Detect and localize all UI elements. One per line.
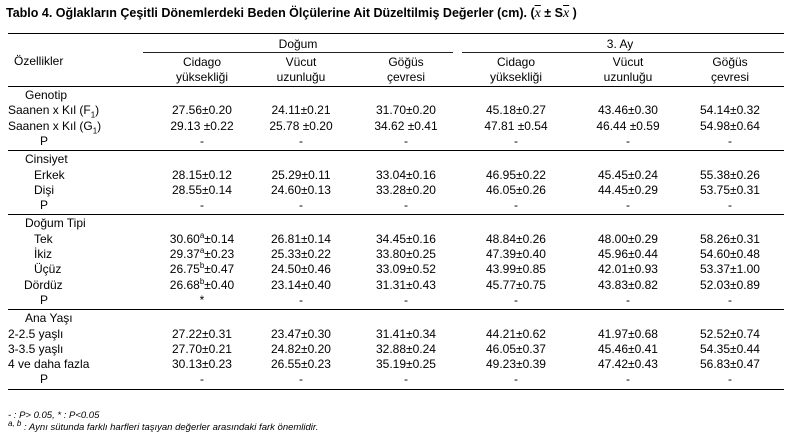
table-cell: 54.35±0.44 (700, 341, 760, 356)
table-cell: 49.23±0.39 (486, 357, 546, 372)
table-cell: 43.99±0.85 (486, 262, 546, 277)
table-cell: 44.21±0.62 (486, 326, 546, 341)
table-cell: 27.22±0.31 (172, 326, 232, 341)
group-header-3-ay: 3. Ay (606, 37, 634, 51)
column-header-1-line1: Cidago (182, 55, 222, 69)
row-label-text: 3-3.5 yaşlı (8, 341, 64, 356)
se-symbol: $\overline{x}$ (562, 6, 570, 21)
column-header-6-line2: çevresi (710, 70, 749, 84)
section-title: Genotip (25, 88, 68, 102)
group-header-dogum: Doğum (278, 37, 318, 51)
row-label-text: P (40, 133, 49, 148)
table-cell: 27.56±0.20 (172, 103, 232, 118)
row-label (40, 294, 48, 307)
table-cell: - (728, 292, 732, 307)
table-cell: 23.14±0.40 (271, 277, 331, 292)
table-cell: - (514, 133, 518, 148)
row-label-text: P (40, 372, 49, 387)
row-label (8, 343, 63, 356)
table-cell: 25.29±0.11 (271, 167, 331, 182)
table-cell: 47.42±0.43 (598, 357, 658, 372)
table-cell: 31.70±0.20 (376, 103, 436, 118)
table-cell: 48.84±0.26 (486, 231, 546, 246)
table-cell: 27.70±0.21 (172, 341, 232, 356)
row-label-text: Saanen x Kıl (F (8, 103, 91, 118)
section-rule (8, 150, 784, 151)
table-cell: - (404, 292, 408, 307)
row-label-text: Saanen x Kıl (G (8, 118, 93, 133)
row-label-subscript: 1 (92, 125, 98, 135)
footnote-significance: - : P> 0.05, * : P<0.05 (8, 410, 100, 421)
table-cell: 24.82±0.20 (271, 341, 331, 356)
row-label (8, 103, 100, 120)
table-cell: 54.14±0.32 (700, 103, 760, 118)
table-cell: 45.18±0.27 (486, 103, 546, 118)
column-header-3-line2: çevresi (386, 70, 425, 84)
row-label (34, 263, 61, 276)
header-bottom-rule (8, 86, 784, 87)
table-cell: - (728, 133, 732, 148)
column-header-5-line2: uzunluğu (603, 70, 653, 84)
table-cell: - (514, 198, 518, 213)
table-cell: 43.83±0.82 (598, 277, 658, 292)
table-cell: - (626, 133, 630, 148)
table-cell: 33.04±0.16 (376, 167, 436, 182)
table-cell: - (404, 372, 408, 387)
table-cell: 30.13±0.23 (172, 357, 232, 372)
row-label-text: Dişi (34, 182, 54, 197)
table-cell: 34.62 ±0.41 (374, 118, 438, 133)
caption-prefix: Tablo 4. Oğlakların Çeşitli Dönemlerdeki Beden Ölçülerine Ait Düzeltilmiş Değerler (cm). ( (6, 6, 535, 20)
table-cell: - (514, 292, 518, 307)
row-label (8, 358, 89, 371)
table-cell: 23.47±0.30 (271, 326, 331, 341)
table-cell: 53.37±1.00 (700, 262, 760, 277)
section-title: Ana Yaşı (25, 311, 73, 326)
table-cell: - (626, 372, 630, 387)
table-cell: 47.39±0.40 (486, 247, 546, 261)
row-label-end: ) (97, 118, 102, 133)
column-header-3-line1: Göğüs (388, 55, 424, 69)
table-cell: 41.97±0.68 (598, 326, 658, 341)
row-label (34, 248, 52, 261)
table-cell: 31.41±0.34 (376, 326, 436, 341)
table-cell: 46.44 ±0.59 (596, 118, 660, 133)
section-title: Cinsiyet (25, 152, 68, 167)
row-label (34, 169, 65, 182)
table-cell: 44.45±0.29 (598, 182, 658, 197)
table-cell: 45.45±0.24 (598, 167, 658, 182)
column-header-2-line2: uzunluğu (276, 70, 326, 84)
row-label (24, 279, 63, 292)
row-label (40, 135, 48, 148)
table-cell: 54.60±0.48 (700, 247, 760, 261)
table-cell: - (299, 372, 303, 387)
table-cell: 33.80±0.25 (376, 247, 436, 261)
section-title: Doğum Tipi (25, 216, 86, 231)
column-header-6-line1: Göğüs (712, 55, 748, 69)
table-cell: - (404, 133, 408, 148)
table-cell: 52.52±0.74 (700, 326, 760, 341)
table-cell: 33.09±0.52 (376, 262, 436, 277)
row-label-text: Üçüz (34, 262, 62, 277)
table-cell: 25.78 ±0.20 (269, 118, 333, 133)
features-header: Özellikler (14, 54, 64, 68)
table-cell: 45.46±0.41 (598, 341, 658, 356)
table-cell: 35.19±0.25 (376, 357, 436, 372)
table-cell: 45.77±0.75 (486, 277, 546, 292)
column-header-1-line2: yüksekliği (175, 70, 229, 84)
column-header-5-line1: Vücut (612, 55, 644, 69)
table-cell: 33.28±0.20 (376, 182, 436, 197)
section-rule (8, 389, 784, 390)
table-cell: 47.81 ±0.54 (484, 118, 548, 133)
row-label-text: P (40, 292, 49, 307)
group-rule-3-ay (462, 52, 784, 53)
table-cell: 26.75$^b$±0.47 (169, 261, 235, 277)
row-label-end: ) (95, 103, 100, 118)
row-label (34, 233, 53, 246)
row-label (40, 199, 48, 212)
table-cell: 48.00±0.29 (598, 231, 658, 246)
table-caption (6, 6, 577, 22)
table-cell: 26.81±0.14 (271, 231, 331, 246)
table-cell: 34.45±0.16 (376, 231, 436, 246)
section-rule (8, 214, 784, 215)
table-cell: - (299, 133, 303, 148)
table-cell: - (299, 198, 303, 213)
row-label (40, 373, 48, 386)
table-cell: 29.13 ±0.22 (170, 118, 234, 133)
table-cell: 46.05±0.26 (486, 182, 546, 197)
group-rule-dogum (143, 52, 453, 53)
table-cell: - (200, 198, 204, 213)
footnote-letters-sup: a, b (8, 418, 22, 428)
row-label-subscript: 1 (90, 110, 96, 120)
table-cell: - (626, 292, 630, 307)
table-cell: 26.55±0.23 (271, 357, 331, 372)
table-cell: 24.11±0.21 (271, 103, 331, 118)
table-cell: 28.15±0.12 (172, 167, 232, 182)
table-cell: 31.31±0.43 (376, 277, 436, 292)
row-label-text: Erkek (34, 167, 65, 182)
table-top-rule (8, 33, 784, 34)
column-header-4-line1: Cidago (496, 55, 536, 69)
table-cell: - (200, 372, 204, 387)
table-cell: 32.88±0.24 (376, 341, 436, 356)
table-cell: 46.95±0.22 (486, 167, 546, 182)
caption-pm: ± S (540, 6, 563, 20)
table-cell: 54.98±0.64 (700, 118, 760, 133)
table-cell: 26.68$^b$±0.40 (169, 276, 235, 292)
table-cell: 46.05±0.37 (486, 341, 546, 356)
table-cell: - (200, 133, 204, 148)
row-label (8, 120, 101, 133)
caption-suffix: ) (569, 6, 577, 20)
table-cell: 42.01±0.93 (598, 262, 658, 277)
row-label-text: 2-2.5 yaşlı (8, 326, 64, 341)
table-cell: - (514, 372, 518, 387)
footnote-letters (8, 418, 319, 433)
row-label-text: Tek (34, 231, 53, 246)
row-label (8, 328, 63, 341)
table-cell: 24.50±0.46 (271, 262, 331, 277)
row-label (34, 184, 54, 197)
table-cell: 52.03±0.89 (700, 277, 760, 292)
table-cell: - (299, 292, 303, 307)
table-cell: - (626, 198, 630, 213)
row-label-text: 4 ve daha fazla (8, 357, 90, 372)
table-cell: - (728, 372, 732, 387)
section-rule (8, 309, 784, 310)
table-cell: 29.37$^a$±0.23 (169, 246, 235, 261)
table-cell: 30.60$^a$±0.14 (169, 230, 235, 246)
table-cell: 24.60±0.13 (271, 182, 331, 197)
table-cell: - (404, 198, 408, 213)
table-cell: * (199, 292, 205, 307)
table-cell: 45.96±0.44 (598, 247, 658, 261)
row-label-text: P (40, 198, 49, 213)
table-cell: - (728, 198, 732, 213)
row-label-text: İkiz (34, 247, 52, 261)
mean-symbol: $\overline{x}$ (534, 6, 541, 21)
table-cell: 28.55±0.14 (172, 182, 232, 197)
column-header-2-line1: Vücut (285, 55, 317, 69)
column-header-4-line2: yüksekliği (489, 70, 543, 84)
table-cell: 53.75±0.31 (700, 182, 760, 197)
footnote-letters-text: : Aynı sütunda farklı harfleri taşıyan değerler arasındaki fark önemlidir. (21, 422, 319, 433)
table-cell: 25.33±0.22 (271, 247, 331, 261)
table-cell: 58.26±0.31 (700, 231, 760, 246)
table-cell: 43.46±0.30 (598, 103, 658, 118)
row-label-text: Dördüz (24, 277, 63, 292)
table-cell: 55.38±0.26 (700, 167, 760, 182)
table-cell: 56.83±0.47 (700, 357, 760, 372)
